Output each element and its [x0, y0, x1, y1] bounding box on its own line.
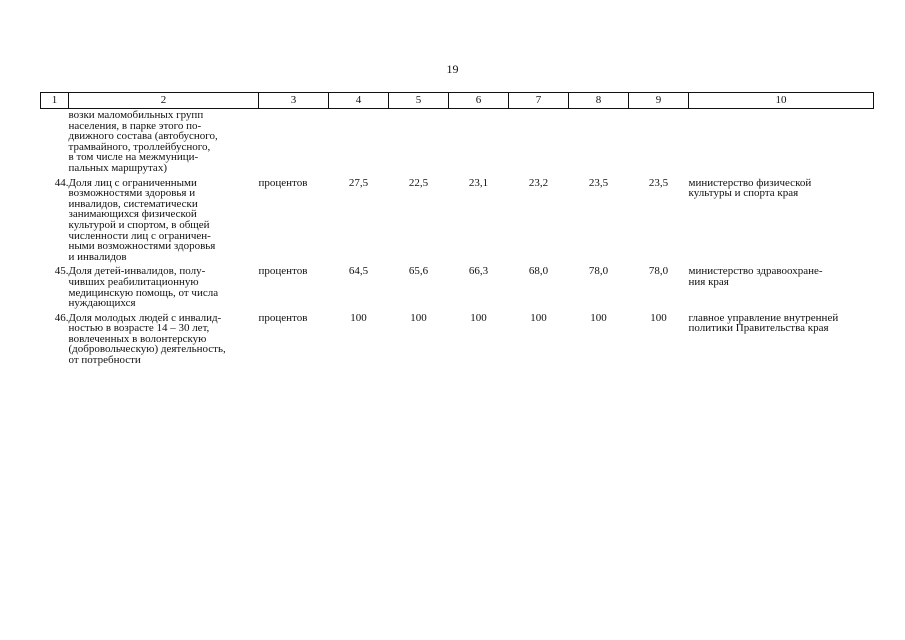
responsible-line: политики Правительства края: [688, 322, 829, 335]
value-cell: 27,5: [348, 176, 369, 189]
responsible-line: культуры и спорта края: [688, 187, 799, 200]
value-cell: 66,3: [468, 265, 489, 278]
name-line: (добровольческую) деятельность,: [68, 343, 226, 356]
indicator-name: [69, 174, 259, 263]
name-line: инвалидов, систематически: [68, 197, 198, 210]
table-row: [41, 262, 874, 308]
name-line: в том числе на межмуници-: [68, 151, 199, 164]
value-cell: 100: [590, 311, 607, 324]
indicators-table: [40, 92, 874, 366]
name-line: вовлеченных в волонтерскую: [68, 332, 207, 345]
column-header: 3: [259, 93, 329, 109]
responsible-cell: [689, 174, 874, 263]
responsible-cell: [689, 309, 874, 366]
row-number: 46.: [54, 311, 69, 324]
name-line: культурой и спортом, в общей: [68, 218, 210, 231]
name-line: ностью в возрасте 14 – 30 лет,: [68, 322, 210, 335]
value-cell: 22,5: [408, 176, 429, 189]
column-header: 9: [629, 93, 689, 109]
value-cell: 78,0: [588, 265, 609, 278]
value-cell: 23,5: [648, 176, 669, 189]
value-cell: 78,0: [648, 265, 669, 278]
value-cell: 100: [470, 311, 487, 324]
page-number: 19: [446, 62, 459, 76]
unit-cell: процентов: [258, 265, 308, 278]
value-cell: 100: [350, 311, 367, 324]
name-line: и инвалидов: [68, 250, 127, 263]
column-header: 1: [41, 93, 69, 109]
value-cell: 68,0: [528, 265, 549, 278]
value-cell: 65,6: [408, 265, 429, 278]
responsible-line: министерство физической: [688, 176, 812, 189]
responsible-line: ния края: [688, 275, 729, 288]
column-number-row: [41, 93, 874, 109]
name-line: возможностями здоровья и: [68, 187, 196, 200]
value-cell: 100: [650, 311, 667, 324]
table-row: [41, 309, 874, 366]
column-header: 8: [569, 93, 629, 109]
name-line: чивших реабилитационную: [68, 275, 199, 288]
name-line: ными возможностями здоровья: [68, 240, 216, 253]
name-line: численности лиц с ограничен-: [68, 229, 211, 242]
row-number: 44.: [54, 176, 69, 189]
value-cell: 23,5: [588, 176, 609, 189]
value-cell: 64,5: [348, 265, 369, 278]
value-cell: 100: [410, 311, 427, 324]
name-line: от потребности: [68, 354, 141, 367]
name-line: трамвайного, троллейбусного,: [68, 140, 211, 153]
name-line: медицинскую помощь, от числа: [68, 286, 219, 299]
name-line: Доля молодых людей с инвалид-: [68, 311, 222, 324]
responsible-line: главное управление внутренней: [688, 311, 839, 324]
name-line: Доля лиц с ограниченными: [68, 176, 197, 189]
name-line: занимающихся физической: [68, 208, 197, 221]
value-cell: 100: [530, 311, 547, 324]
column-header: 2: [69, 93, 259, 109]
name-line: движного состава (автобусного,: [68, 130, 218, 143]
name-line: пальных маршрутах): [68, 161, 167, 174]
table-row: [41, 174, 874, 263]
row-number: 45.: [54, 265, 69, 278]
column-header: 7: [509, 93, 569, 109]
name-line: Доля детей-инвалидов, полу-: [68, 265, 206, 278]
column-header: 10: [689, 93, 874, 109]
unit-cell: процентов: [258, 176, 308, 189]
unit-cell: процентов: [258, 311, 308, 324]
indicator-name: [69, 262, 259, 308]
name-line: возки маломобильных групп: [68, 109, 204, 121]
indicator-name: [69, 309, 259, 366]
column-header: 5: [389, 93, 449, 109]
value-cell: 23,2: [528, 176, 549, 189]
value-cell: 23,1: [468, 176, 489, 189]
name-line: нуждающихся: [68, 297, 136, 310]
name-line: населения, в парке этого по-: [68, 119, 202, 132]
responsible-line: министерство здравоохране-: [688, 265, 823, 278]
indicator-name: [69, 109, 259, 174]
column-header: 4: [329, 93, 389, 109]
continuation-row: [41, 109, 874, 174]
responsible-cell: [689, 262, 874, 308]
column-header: 6: [449, 93, 509, 109]
